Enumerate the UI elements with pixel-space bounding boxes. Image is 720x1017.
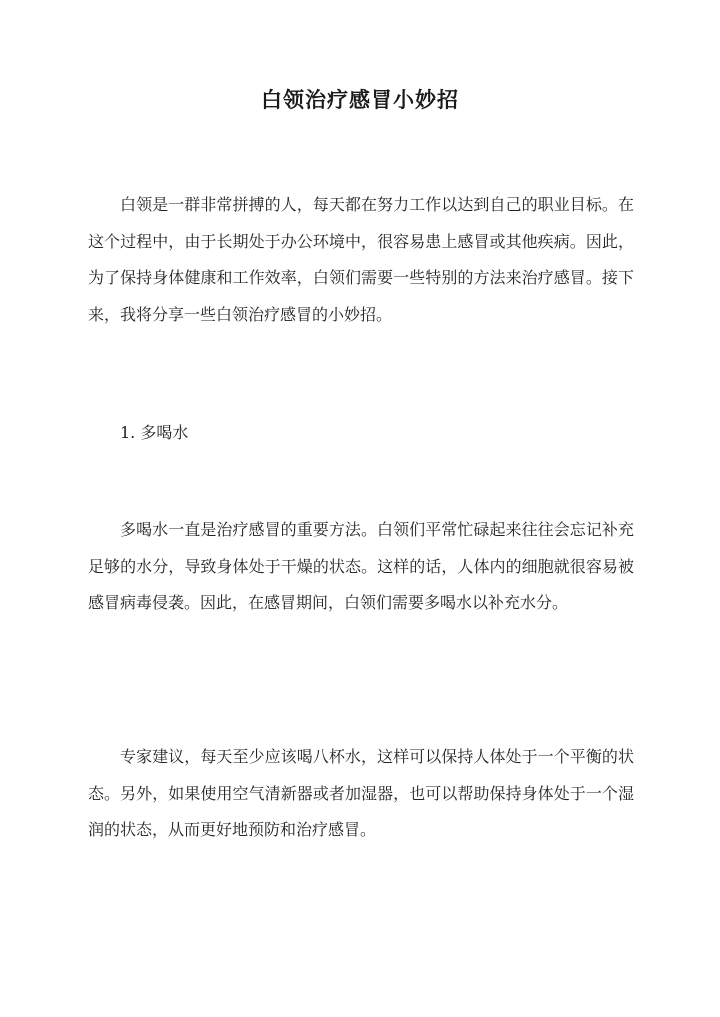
body-paragraph: 多喝水一直是治疗感冒的重要方法。白领们平常忙碌起来往往会忘记补充足够的水分，导致身体处于干燥的状态。这样的话，人体内的细胞就很容易被感冒病毒侵袭。因此，在感冒期间，白领们需要多喝水以补充水分。 [88, 520, 634, 612]
document-title: 白领治疗感冒小妙招 [261, 87, 459, 112]
section-heading: 1. 多喝水 [120, 423, 189, 442]
intro-paragraph: 白领是一群非常拼搏的人，每天都在努力工作以达到自己的职业目标。在这个过程中，由于长期处于办公环境中，很容易患上感冒或其他疾病。因此，为了保持身体健康和工作效率，白领们需要一些特别的方法来治疗感冒。接下来，我将分享一些白领治疗感冒的小妙招。 [88, 195, 634, 324]
body-paragraph: 专家建议，每天至少应该喝八杯水，这样可以保持人体处于一个平衡的状态。另外，如果使用空气清新器或者加湿器，也可以帮助保持身体处于一个湿润的状态，从而更好地预防和治疗感冒。 [88, 747, 634, 839]
